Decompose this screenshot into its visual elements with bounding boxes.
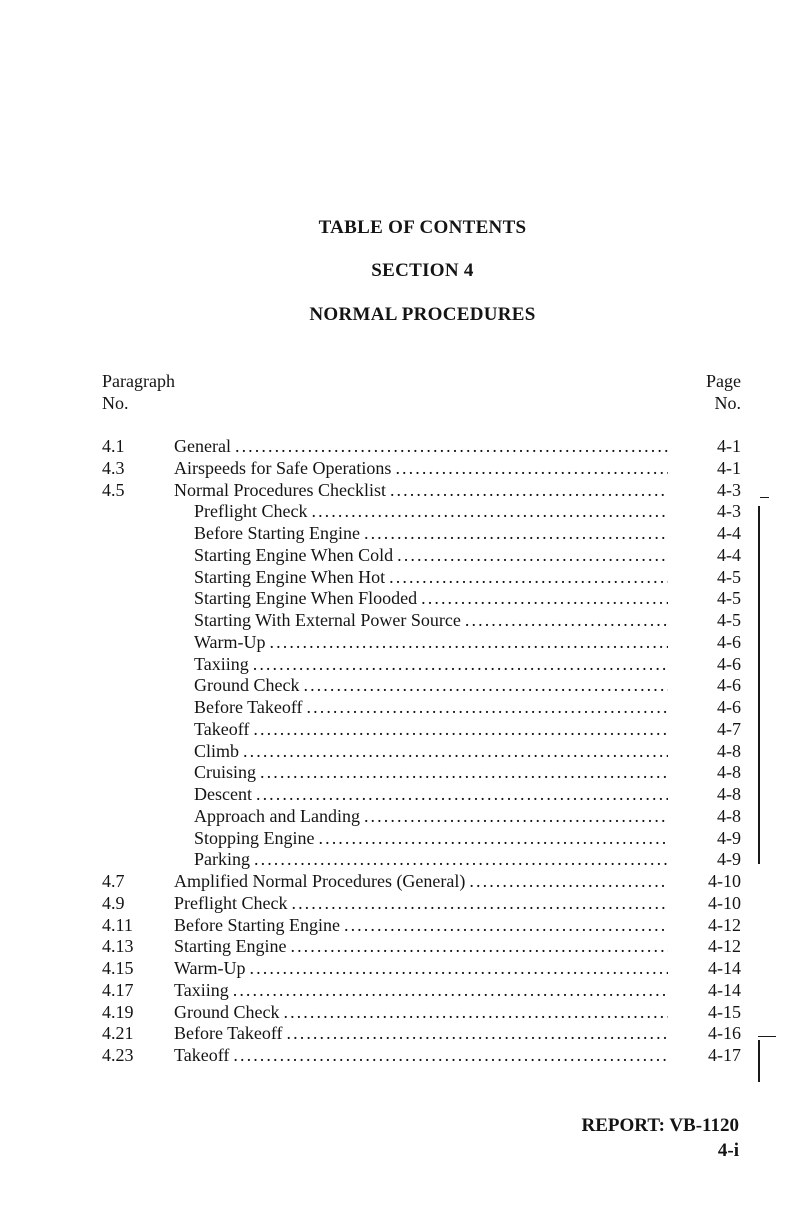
toc-entry bbox=[0, 457, 795, 479]
paragraph-number: 4.21 bbox=[102, 1023, 134, 1044]
toc-entry-label: Preflight Check bbox=[194, 500, 311, 522]
page-number: 4-7 bbox=[717, 718, 741, 739]
page-header-line2: No. bbox=[714, 393, 741, 413]
revision-bar bbox=[758, 506, 760, 864]
page-number: 4-3 bbox=[717, 479, 741, 500]
page-number: 4-1 bbox=[717, 457, 741, 478]
toc-entry-title bbox=[194, 674, 668, 696]
toc-entry-label: Starting Engine When Hot bbox=[194, 566, 389, 588]
page-number: 4-10 bbox=[708, 871, 741, 891]
toc-entry-title bbox=[194, 609, 668, 631]
toc-entry-title bbox=[174, 979, 668, 1001]
page-number: 4-8 bbox=[717, 805, 741, 826]
toc-entry-title bbox=[194, 783, 668, 805]
page-number: 4-8 bbox=[717, 740, 741, 761]
toc-entry-title bbox=[174, 435, 668, 457]
toc-entry-label: Parking bbox=[194, 848, 254, 870]
page-number: 4-14 bbox=[708, 979, 741, 1000]
page-number: 4-6 bbox=[717, 697, 741, 717]
paragraph-number: 4.5 bbox=[102, 479, 125, 500]
toc-entry bbox=[0, 1044, 795, 1066]
toc-entry-title bbox=[194, 805, 668, 827]
toc-entry bbox=[0, 696, 795, 718]
page-number: 4-10 bbox=[708, 892, 741, 913]
toc-entry bbox=[0, 479, 795, 501]
toc-entry-label: Descent bbox=[194, 783, 256, 805]
toc-entry bbox=[0, 1022, 795, 1044]
toc-entry-label: Warm-Up bbox=[174, 957, 250, 979]
toc-entry-title bbox=[174, 479, 668, 501]
toc-entry bbox=[0, 718, 795, 740]
toc-entry-title bbox=[194, 544, 668, 566]
toc-entry-label: Takeoff bbox=[174, 1044, 233, 1066]
page-identifier: 4-i bbox=[717, 1140, 739, 1161]
toc-entry-title bbox=[194, 631, 668, 653]
paragraph-number: 4.17 bbox=[102, 979, 134, 1000]
toc-entry-label: Before Takeoff bbox=[174, 1022, 287, 1044]
toc-entry-label: Ground Check bbox=[174, 1001, 283, 1023]
toc-entry bbox=[0, 914, 795, 936]
report-number: REPORT: VB-1120 bbox=[581, 1115, 739, 1136]
page-number: 4-1 bbox=[717, 436, 741, 456]
page-number: 4-5 bbox=[717, 588, 741, 609]
toc-entry-label: Ground Check bbox=[194, 674, 303, 696]
paragraph-number: 4.11 bbox=[102, 914, 133, 935]
toc-entry-label: Amplified Normal Procedures (General) bbox=[174, 870, 469, 892]
toc-entry-label: Starting Engine bbox=[174, 935, 290, 957]
toc-entry bbox=[0, 935, 795, 957]
page-number: 4-17 bbox=[708, 1045, 741, 1065]
toc-entry bbox=[0, 870, 795, 892]
toc-entry bbox=[0, 500, 795, 522]
page-number: 4-12 bbox=[708, 914, 741, 935]
toc-entry-title bbox=[174, 457, 668, 479]
toc-entry-title bbox=[174, 914, 668, 936]
toc-entry-label: Starting With External Power Source bbox=[194, 609, 465, 631]
toc-list bbox=[0, 435, 795, 1066]
toc-entry-label: Cruising bbox=[194, 761, 260, 783]
page-number: 4-9 bbox=[717, 849, 741, 870]
toc-entry bbox=[0, 805, 795, 827]
toc-entry bbox=[0, 544, 795, 566]
page-number: 4-16 bbox=[708, 1023, 741, 1044]
page-number: 4-6 bbox=[717, 675, 741, 696]
page-number: 4-4 bbox=[717, 523, 741, 543]
toc-entry-label: Stopping Engine bbox=[194, 827, 319, 849]
toc-entry bbox=[0, 761, 795, 783]
page-number: 4-3 bbox=[717, 501, 741, 522]
paragraph-number: 4.23 bbox=[102, 1045, 134, 1065]
toc-entry bbox=[0, 566, 795, 588]
toc-entry-title bbox=[194, 653, 668, 675]
paragraph-number: 4.9 bbox=[102, 892, 125, 913]
paragraph-number: 4.7 bbox=[102, 871, 125, 891]
toc-entry bbox=[0, 827, 795, 849]
toc-entry-title bbox=[194, 740, 668, 762]
toc-entry-label: Normal Procedures Checklist bbox=[174, 479, 390, 501]
toc-entry-title bbox=[174, 1022, 668, 1044]
page-number: 4-5 bbox=[717, 566, 741, 587]
toc-entry bbox=[0, 1001, 795, 1023]
paragraph-header-line1: Paragraph bbox=[102, 371, 175, 391]
page-number: 4-8 bbox=[717, 762, 741, 783]
toc-entry-title bbox=[194, 522, 668, 544]
toc-entry-label: Approach and Landing bbox=[194, 805, 364, 827]
paragraph-number: 4.3 bbox=[102, 457, 125, 478]
toc-entry bbox=[0, 848, 795, 870]
toc-entry bbox=[0, 609, 795, 631]
toc-entry-title bbox=[194, 761, 668, 783]
toc-entry-label: Airspeeds for Safe Operations bbox=[174, 457, 395, 479]
toc-entry-label: Before Starting Engine bbox=[194, 522, 364, 544]
paragraph-number: 4.1 bbox=[102, 436, 125, 456]
revision-bar-tick bbox=[760, 497, 769, 498]
page-number: 4-6 bbox=[717, 631, 741, 652]
paragraph-number: 4.15 bbox=[102, 958, 134, 978]
section-heading: SECTION 4 bbox=[371, 260, 474, 281]
toc-entry-title bbox=[194, 827, 668, 849]
toc-entry-label: Taxiing bbox=[174, 979, 233, 1001]
section-subtitle: NORMAL PROCEDURES bbox=[309, 304, 536, 325]
revision-bar-tick bbox=[758, 1036, 776, 1037]
toc-entry-label: General bbox=[174, 435, 235, 457]
toc-entry-title bbox=[174, 892, 668, 914]
toc-entry-title bbox=[174, 935, 668, 957]
paragraph-number: 4.13 bbox=[102, 936, 134, 957]
toc-entry-title bbox=[194, 848, 668, 870]
page-header-line1: Page bbox=[706, 371, 741, 391]
toc-entry bbox=[0, 653, 795, 675]
page-number: 4-6 bbox=[717, 653, 741, 674]
toc-entry-label: Before Starting Engine bbox=[174, 914, 344, 936]
paragraph-header-line2: No. bbox=[102, 393, 129, 413]
toc-entry bbox=[0, 631, 795, 653]
toc-entry-label: Taxiing bbox=[194, 653, 253, 675]
page-number: 4-14 bbox=[708, 958, 741, 978]
toc-entry-label: Before Takeoff bbox=[194, 696, 307, 718]
page-column-header bbox=[706, 370, 741, 414]
toc-entry-title bbox=[194, 587, 668, 609]
toc-entry-label: Takeoff bbox=[194, 718, 253, 740]
toc-entry-label: Warm-Up bbox=[194, 631, 270, 653]
paragraph-number: 4.19 bbox=[102, 1001, 134, 1022]
toc-entry bbox=[0, 740, 795, 762]
toc-entry bbox=[0, 435, 795, 457]
page-number: 4-4 bbox=[717, 544, 741, 565]
toc-entry-title bbox=[194, 500, 668, 522]
toc-title: TABLE OF CONTENTS bbox=[318, 217, 527, 238]
toc-entry-title bbox=[194, 718, 668, 740]
page-number: 4-9 bbox=[717, 827, 741, 848]
toc-entry-label: Starting Engine When Cold bbox=[194, 544, 397, 566]
toc-entry-label: Preflight Check bbox=[174, 892, 291, 914]
toc-entry bbox=[0, 587, 795, 609]
toc-entry-title bbox=[174, 870, 668, 892]
revision-bar bbox=[758, 1040, 760, 1082]
toc-entry-label: Climb bbox=[194, 740, 243, 762]
paragraph-column-header bbox=[102, 370, 175, 414]
toc-entry bbox=[0, 674, 795, 696]
toc-entry-title bbox=[174, 1001, 668, 1023]
page-number: 4-15 bbox=[708, 1001, 741, 1022]
toc-entry-title bbox=[174, 957, 668, 979]
toc-entry-label: Starting Engine When Flooded bbox=[194, 587, 421, 609]
toc-entry-title bbox=[194, 566, 668, 588]
toc-entry bbox=[0, 892, 795, 914]
toc-entry bbox=[0, 522, 795, 544]
toc-entry bbox=[0, 957, 795, 979]
page-number: 4-12 bbox=[708, 936, 741, 957]
toc-entry bbox=[0, 979, 795, 1001]
toc-entry-title bbox=[194, 696, 668, 718]
toc-entry bbox=[0, 783, 795, 805]
page-number: 4-8 bbox=[717, 784, 741, 804]
toc-entry-title bbox=[174, 1044, 668, 1066]
page-number: 4-5 bbox=[717, 610, 741, 630]
